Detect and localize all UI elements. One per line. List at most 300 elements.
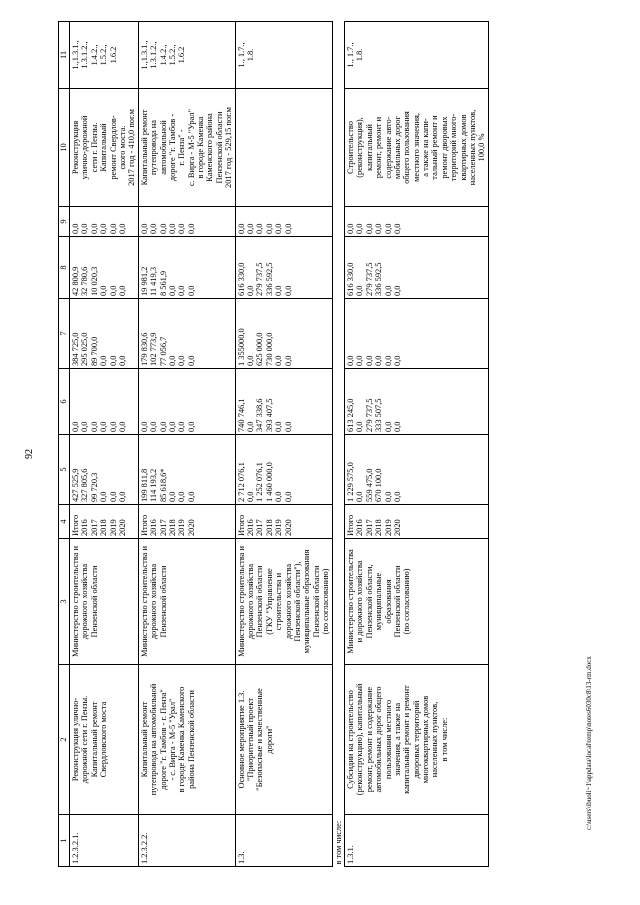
value-cell: 0,0 [392, 285, 402, 296]
executor-line: (по согласованию) [402, 568, 412, 635]
value-cell: 0,0 [149, 223, 159, 234]
indicator-line: ремонт Свердлов- [108, 115, 118, 180]
value-cell: 0,0 [274, 355, 284, 366]
value-cell: 0,0 [383, 285, 393, 296]
value-cell: 0,0 [383, 223, 393, 234]
value-cell: 0,0 [139, 421, 149, 432]
name-line: - с. Вирга - М-5 "Урал" [167, 698, 177, 781]
value-cell: 0,0 [392, 355, 402, 366]
indicator-line: ремонт, ремонт и [374, 116, 384, 179]
value-cell: 0,0 [236, 223, 246, 234]
value-cell: 0,0 [167, 491, 177, 502]
value-cell: 0,0 [167, 421, 177, 432]
row-indicator [235, 89, 332, 207]
value-cell: 327 805,6 [80, 468, 90, 502]
row-indicator [344, 89, 488, 207]
link-line: 1.,1.3.1., [139, 40, 149, 70]
value-cell: 347 338,6 [255, 398, 265, 432]
indicator-line: дороге "г. Тамбов - [167, 113, 177, 182]
value-cell: 0,0 [108, 421, 118, 432]
row-code: 1.3.1. [344, 815, 488, 867]
value-cell: 0,0 [364, 355, 374, 366]
value-cell: 77 056,7 [158, 336, 168, 366]
executor-line: Пензенской области [392, 565, 402, 638]
value-cell: 0,0 [345, 223, 355, 234]
value-cell: 279 737,5 [255, 262, 265, 296]
value-cell: 8 561,9 [158, 270, 168, 296]
value-cell: 0,0 [186, 223, 196, 234]
value-cell: 0,0 [274, 491, 284, 502]
year-cell: 2018 [167, 519, 177, 536]
row-name [138, 665, 235, 815]
year-cell: 2017 [89, 519, 99, 536]
name-line: дороги" [264, 725, 274, 754]
row-indicator [138, 89, 235, 207]
value-cell: 0,0 [108, 285, 118, 296]
year-cell: 2020 [392, 519, 402, 536]
value-cell: 85 618,6* [158, 468, 168, 502]
row-c5-values [70, 435, 139, 505]
row-c8-values [138, 237, 235, 299]
value-cell: 0,0 [283, 491, 293, 502]
executor-line: муниципальные образования [302, 549, 312, 654]
indicator-line: Строительство [345, 121, 355, 174]
link-line: 1.3.1.2., [80, 41, 90, 69]
row-c7-values [235, 299, 332, 369]
value-cell: 0,0 [355, 285, 365, 296]
row-years [235, 505, 332, 539]
indicator-line: а также на капи- [421, 118, 431, 177]
value-cell: 740 746,1 [236, 398, 246, 432]
value-cell: 393 407,5 [264, 398, 274, 432]
indicator-line: ского моста. [117, 125, 127, 170]
value-cell: 0,0 [177, 491, 187, 502]
value-cell: 0,0 [108, 223, 118, 234]
link-line: 1.4.2., [89, 44, 99, 66]
year-cell: 2016 [149, 519, 159, 536]
value-cell: 0,0 [364, 223, 374, 234]
value-cell: 0,0 [89, 421, 99, 432]
value-cell: 0,0 [167, 355, 177, 366]
intro-row [332, 22, 344, 867]
year-cell: 2019 [383, 519, 393, 536]
value-cell: 0,0 [80, 421, 90, 432]
table-row [138, 22, 235, 867]
indicator-line: 2017 год - 410,0 пог.м [127, 109, 137, 186]
executor-line: Министерство строительства и [71, 546, 80, 657]
value-cell: 0,0 [117, 285, 127, 296]
row-c5-values [138, 435, 235, 505]
value-cell: 0,0 [117, 421, 127, 432]
value-cell: 0,0 [89, 223, 99, 234]
value-cell: 333 507,5 [374, 398, 384, 432]
value-cell: 0,0 [71, 223, 80, 234]
year-cell: 2016 [355, 519, 365, 536]
row-c9-values [235, 207, 332, 237]
indicator-line: автомобильной [158, 120, 168, 175]
name-line: путепровода на автомобильной [149, 683, 159, 796]
executor-line: и дорожного хозяйства [355, 560, 365, 643]
col-header-8: 8 [59, 237, 70, 299]
name-line: Свердловского моста [99, 701, 109, 778]
value-cell: 0,0 [117, 223, 127, 234]
value-cell: 0,0 [108, 491, 118, 502]
table-row [344, 22, 488, 867]
value-cell: 0,0 [383, 491, 393, 502]
indicator-line: 2017 год - 529,15 пог.м [224, 107, 234, 188]
indicator-line: квартирных домов [458, 114, 468, 181]
indicator-line: населенных пунктов, [468, 109, 478, 186]
value-cell: 1 460 000,0 [264, 462, 274, 502]
row-name [235, 665, 332, 815]
name-line: Капитальный ремонт [89, 701, 99, 778]
row-c8-values [344, 237, 488, 299]
name-line: "Безопасные и качественные [255, 688, 265, 791]
value-cell: 0,0 [71, 421, 80, 432]
col-header-3: 3 [59, 539, 70, 665]
value-cell: 0,0 [374, 223, 384, 234]
value-cell: 0,0 [392, 223, 402, 234]
row-code: 1.3. [235, 815, 332, 867]
row-c7-values [138, 299, 235, 369]
row-c5-values [344, 435, 488, 505]
value-cell: 295 025,0 [80, 332, 90, 366]
value-cell: 670 100,0 [374, 468, 384, 502]
value-cell: 279 737,5 [364, 262, 374, 296]
row-executor [344, 539, 488, 665]
link-line: 1., 1.7., [236, 42, 246, 68]
value-cell: 0,0 [283, 421, 293, 432]
executor-line: дорожного хозяйства [283, 563, 293, 640]
row-c6-values [344, 369, 488, 435]
row-code: 1.2.3.2.1. [70, 815, 139, 867]
col-header-6: 6 [59, 369, 70, 435]
year-cell: Итого [139, 514, 149, 536]
col-header-5: 5 [59, 435, 70, 505]
year-cell: Итого [345, 514, 355, 536]
name-line: пользования местного [383, 699, 393, 780]
name-line: дворовых территорий [411, 700, 421, 779]
indicator-line: в городе Каменка [196, 116, 206, 179]
name-line: Реконструкция улично- [71, 697, 80, 782]
value-cell: 199 811,8 [139, 468, 149, 502]
row-c8-values [235, 237, 332, 299]
value-cell: 336 592,5 [264, 262, 274, 296]
link-line: 1.5.2., [167, 44, 177, 66]
indicator-line: Реконструкция [71, 120, 80, 175]
executor-line: Министерство строительства и [236, 546, 246, 657]
row-c9-values [70, 207, 139, 237]
link-line: 1.8. [355, 48, 365, 62]
table-row [235, 22, 332, 867]
value-cell: 0,0 [283, 285, 293, 296]
value-cell: 427 525,9 [71, 468, 80, 502]
value-cell: 10 020,3 [89, 266, 99, 296]
executor-line: Пензенской области [89, 565, 99, 638]
year-cell: Итого [71, 514, 80, 536]
row-c9-values [138, 207, 235, 237]
row-links [138, 22, 235, 89]
value-cell: 616 330,0 [345, 262, 355, 296]
value-cell: 102 773,9 [149, 332, 159, 366]
name-line: Основное мероприятие 1.3. [236, 690, 246, 789]
value-cell: 0,0 [186, 491, 196, 502]
executor-line: Министерство строительства [345, 549, 355, 654]
year-cell: 2017 [364, 519, 374, 536]
name-line: населенных пунктов, [430, 701, 440, 778]
value-cell: 2 712 076,1 [236, 462, 246, 502]
value-cell: 0,0 [355, 491, 365, 502]
link-line: 1.6.2 [108, 46, 118, 64]
value-cell: 0,0 [186, 421, 196, 432]
value-cell: 0,0 [246, 421, 256, 432]
year-cell: 2017 [158, 519, 168, 536]
year-cell: 2018 [264, 519, 274, 536]
executor-line: (по согласованию) [321, 568, 331, 635]
value-cell: 0,0 [99, 223, 109, 234]
col-header-9: 9 [59, 207, 70, 237]
value-cell: 0,0 [383, 355, 393, 366]
executor-line: Пензенской области [255, 565, 265, 638]
value-cell: 1 252 076,1 [255, 462, 265, 502]
row-executor [70, 539, 139, 665]
row-years [138, 505, 235, 539]
name-line: дорожной сети г. Пензы. [80, 695, 90, 784]
name-line: (реконструкцию), капитальный [355, 683, 365, 796]
value-cell: 0,0 [177, 355, 187, 366]
value-cell: 0,0 [99, 421, 109, 432]
value-cell: 0,0 [274, 285, 284, 296]
value-cell: 1 355000,0 [236, 328, 246, 366]
executor-line: образования [383, 579, 393, 624]
row-name [344, 665, 488, 815]
executor-line: Министерство строительства и [139, 546, 149, 657]
value-cell: 0,0 [274, 421, 284, 432]
row-links [70, 22, 139, 89]
value-cell: 0,0 [158, 223, 168, 234]
value-cell: 1 229 575,0 [345, 462, 355, 502]
executor-line: Пензенской области [158, 565, 168, 638]
value-cell: 114 193,2 [149, 468, 159, 502]
value-cell: 0,0 [99, 355, 109, 366]
year-cell: Итого [236, 514, 246, 536]
link-line: 1.6.2 [177, 46, 187, 64]
name-line: многоквартирных домов [421, 695, 431, 784]
value-cell: 0,0 [99, 491, 109, 502]
value-cell: 0,0 [117, 355, 127, 366]
value-cell: 179 830,6 [139, 332, 149, 366]
row-c8-values [70, 237, 139, 299]
value-cell: 0,0 [392, 421, 402, 432]
indicator-line: ремонт дворовых [439, 116, 449, 179]
value-cell: 0,0 [355, 355, 365, 366]
row-links [235, 22, 332, 89]
value-cell: 0,0 [246, 285, 256, 296]
row-c9-values [344, 207, 488, 237]
indicator-line: (реконструкция), [355, 117, 365, 178]
value-cell: 0,0 [108, 355, 118, 366]
value-cell: 0,0 [374, 355, 384, 366]
indicator-line: мобильных дорог [392, 116, 402, 179]
value-cell: 0,0 [283, 355, 293, 366]
value-cell: 0,0 [355, 421, 365, 432]
value-cell: 11 419,3 [149, 266, 159, 296]
page-number: 92 [24, 449, 35, 459]
name-line: Субсидии на строительство [345, 690, 355, 789]
link-line: 1.3.1.2., [149, 41, 159, 69]
indicator-line: общего пользования [402, 111, 412, 184]
value-cell: 0,0 [139, 223, 149, 234]
row-code: 1.2.3.2.2. [138, 815, 235, 867]
row-c6-values [235, 369, 332, 435]
value-cell: 384 725,0 [71, 332, 80, 366]
year-cell: 2018 [99, 519, 109, 536]
executor-line: (ГКУ "Управление [264, 568, 274, 635]
indicator-line: Каменского района [205, 113, 215, 182]
executor-line: Пензенской области, [364, 564, 374, 639]
row-c6-values [70, 369, 139, 435]
row-years [344, 505, 488, 539]
indicator-line: путепровода на [149, 119, 159, 176]
name-line: района Пензенской области [186, 690, 196, 789]
table-row [70, 22, 139, 867]
year-cell: 2019 [274, 519, 284, 536]
row-name [70, 665, 139, 815]
link-line: 1.8. [246, 48, 256, 62]
value-cell: 89 700,0 [89, 336, 99, 366]
value-cell: 0,0 [167, 285, 177, 296]
row-c7-values [70, 299, 139, 369]
value-cell: 0,0 [246, 491, 256, 502]
year-cell: 2020 [283, 519, 293, 536]
value-cell: 0,0 [246, 355, 256, 366]
indicator-line: 100,0 % [477, 133, 487, 162]
indicator-line: Пензенской области [214, 111, 224, 184]
year-cell: 2019 [177, 519, 187, 536]
name-line: Капитальный ремонт [139, 701, 149, 778]
indicator-line: капитальный [364, 124, 374, 171]
value-cell: 32 780,6 [80, 266, 90, 296]
indicator-line: улично-дорожной [80, 115, 90, 180]
value-cell: 0,0 [246, 223, 256, 234]
executor-line: Пензенской области [311, 565, 321, 638]
intro-label: в том числе: [332, 22, 344, 867]
row-executor [235, 539, 332, 665]
indicator-line: с. Вирга - М-5 "Урал" [186, 109, 196, 186]
executor-line: Пензенской области"), [292, 561, 302, 642]
year-cell: 2020 [117, 519, 127, 536]
col-header-4: 4 [59, 505, 70, 539]
name-line: значения, а также на [392, 702, 402, 777]
value-cell: 336 592,5 [374, 262, 384, 296]
year-cell: 2020 [186, 519, 196, 536]
col-header-2: 2 [59, 665, 70, 815]
value-cell: 0,0 [117, 491, 127, 502]
value-cell: 0,0 [255, 223, 265, 234]
value-cell: 625 000,0 [255, 332, 265, 366]
column-number-row [59, 22, 70, 867]
year-cell: 2016 [246, 519, 256, 536]
indicator-line: тальный ремонт и [430, 115, 440, 180]
col-header-10: 10 [59, 89, 70, 207]
year-cell: 2019 [108, 519, 118, 536]
indicator-line: Капитальный ремонт [139, 109, 149, 186]
executor-line: строительства и [274, 572, 284, 631]
col-header-11: 11 [59, 22, 70, 89]
executor-line: дорожного хозяйства [149, 563, 159, 640]
name-line: "Приоритетный проект [246, 698, 256, 782]
value-cell: 0,0 [355, 223, 365, 234]
link-line: 1.5.2., [99, 44, 109, 66]
footer-file-path: c:\users\ibuoli~1\appdata\local\temp\notes6030c8\13-rm.docx [585, 656, 593, 830]
name-line: капитальный ремонт и ремонт [402, 685, 412, 794]
value-cell: 613 245,0 [345, 398, 355, 432]
value-cell: 0,0 [158, 421, 168, 432]
indicator-line: сети г. Пензы. [89, 122, 99, 173]
budget-table-sheet [58, 22, 574, 867]
value-cell: 42 800,9 [71, 266, 80, 296]
value-cell: 19 981,2 [139, 266, 149, 296]
value-cell: 0,0 [283, 223, 293, 234]
indicator-line: г. Пенза" - [177, 129, 187, 166]
value-cell: 730 000,0 [264, 332, 274, 366]
year-cell: 2017 [255, 519, 265, 536]
row-c7-values [344, 299, 488, 369]
value-cell: 0,0 [177, 285, 187, 296]
value-cell: 0,0 [177, 223, 187, 234]
value-cell: 0,0 [392, 491, 402, 502]
link-line: 1., 1.7., [345, 42, 355, 68]
year-cell: 2016 [80, 519, 90, 536]
value-cell: 0,0 [167, 223, 177, 234]
value-cell: 99 720,3 [89, 472, 99, 502]
link-line: 1.4.2., [158, 44, 168, 66]
year-cell: 2018 [374, 519, 384, 536]
col-header-7: 7 [59, 299, 70, 369]
row-links [344, 22, 488, 89]
indicator-line: местного значения, [411, 113, 421, 182]
row-executor [138, 539, 235, 665]
row-c5-values [235, 435, 332, 505]
executor-line: муниципальные [374, 572, 384, 631]
value-cell: 279 737,5 [364, 398, 374, 432]
value-cell: 0,0 [264, 223, 274, 234]
link-line: 1.,1.3.1., [71, 40, 80, 70]
name-line: автомобильных дорог общего [374, 686, 384, 793]
name-line: дороге "г. Тамбов - г. Пенза" [158, 689, 168, 790]
col-header-1: 1 [59, 815, 70, 867]
value-cell: 0,0 [383, 421, 393, 432]
row-c6-values [138, 369, 235, 435]
executor-line: дорожного хозяйства [80, 563, 90, 640]
name-line: ремонт, ремонт и содержание [364, 686, 374, 793]
value-cell: 616 330,0 [236, 262, 246, 296]
name-line: в городе Каменка Каменского [177, 686, 187, 793]
budget-table [58, 21, 489, 867]
value-cell: 0,0 [99, 285, 109, 296]
value-cell: 0,0 [149, 421, 159, 432]
value-cell: 0,0 [345, 355, 355, 366]
indicator-line: территорий много- [449, 113, 459, 182]
row-indicator [70, 89, 139, 207]
indicator-line: Капитальный [99, 123, 109, 172]
value-cell: 0,0 [274, 223, 284, 234]
value-cell: 0,0 [186, 285, 196, 296]
value-cell: 0,0 [177, 421, 187, 432]
executor-line: дорожного хозяйства [246, 563, 256, 640]
value-cell: 559 475,0 [364, 468, 374, 502]
indicator-line: содержание авто- [383, 116, 393, 179]
